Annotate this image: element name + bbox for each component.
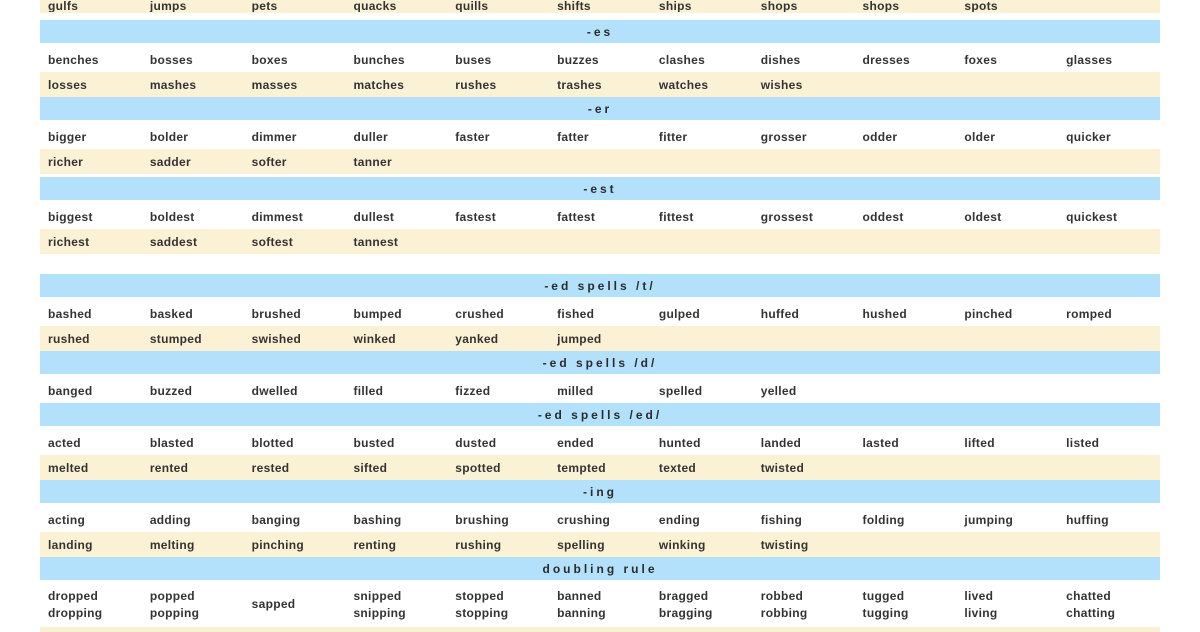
table-row-word-pairs [40, 584, 1160, 625]
word-cell: ended [557, 435, 594, 450]
word-cell: dishes [760, 52, 801, 67]
word-cell: brushing [455, 512, 509, 527]
word-cell: dusted [455, 435, 497, 450]
word-cell: pets [251, 0, 278, 12]
word-cell: faster [455, 129, 490, 144]
word-cell: quills [455, 0, 489, 12]
word-cell: softer [251, 154, 287, 169]
word-cell: benches [48, 52, 99, 67]
word-pair-cell [142, 584, 244, 625]
word-cell: boldest [149, 209, 195, 224]
table-row [40, 507, 1160, 532]
word-cell: yelled [760, 383, 797, 398]
word-pair-cell [549, 584, 651, 625]
word-pair-cell [40, 584, 142, 625]
word-cell: duller [353, 129, 388, 144]
word-cell: odder [862, 129, 898, 144]
table-row-top-partial [40, 0, 1160, 13]
word-cell: grosser [760, 129, 807, 144]
word-cell: rushes [455, 77, 497, 92]
word-cell: pinching [251, 537, 305, 552]
word-cell: clashes [658, 52, 706, 67]
word-cell: shops [862, 0, 900, 12]
word-cell: stumped [149, 331, 202, 346]
word-line: banned [557, 588, 602, 603]
word-pair-cell [651, 584, 753, 625]
word-cell: dullest [353, 209, 395, 224]
word-cell: fittest [658, 209, 694, 224]
word-cell: fished [557, 306, 595, 321]
section-header-er: -er [40, 97, 1160, 120]
word-cell: dimmest [251, 209, 304, 224]
table-row [40, 72, 1160, 97]
table-row [40, 229, 1160, 254]
word-cell: spotted [455, 460, 501, 475]
word-line: chatting [1066, 605, 1116, 620]
word-cell: foxes [964, 52, 998, 67]
word-cell: milled [557, 383, 594, 398]
word-cell: landing [48, 537, 93, 552]
word-cell: bigger [48, 129, 87, 144]
word-cell: oldest [964, 209, 1002, 224]
word-cell: bashing [353, 512, 402, 527]
word-line: popped [149, 588, 195, 603]
word-cell: losses [48, 77, 88, 92]
word-cell: masses [251, 77, 298, 92]
word-cell: saddest [149, 234, 198, 249]
word-line: stopped [455, 588, 505, 603]
word-cell: richer [48, 154, 84, 169]
word-cell: buses [455, 52, 492, 67]
word-cell: dimmer [251, 129, 297, 144]
section-header-ed-ed: -ed spells /ed/ [40, 403, 1160, 426]
word-cell: acted [48, 435, 81, 450]
word-cell: oddest [862, 209, 904, 224]
table-row [40, 455, 1160, 480]
word-cell: grossest [760, 209, 814, 224]
word-cell: bolder [149, 129, 189, 144]
word-cell: quicker [1066, 129, 1111, 144]
word-cell: banging [251, 512, 301, 527]
word-cell: crushed [455, 306, 505, 321]
section-header-ed-d: -ed spells /d/ [40, 351, 1160, 374]
word-line: sapped [251, 597, 296, 611]
word-cell: rented [149, 460, 189, 475]
word-line: tugged [862, 588, 905, 603]
word-cell: tannest [353, 234, 399, 249]
table-row [40, 47, 1160, 72]
word-cell: shops [760, 0, 798, 12]
table-row [40, 149, 1160, 174]
word-line: robbing [760, 605, 808, 620]
section-header-es: -es [40, 20, 1160, 43]
word-cell: fitter [658, 129, 688, 144]
word-line: dropping [48, 605, 103, 620]
word-pair-cell [244, 584, 346, 625]
word-line: snipping [353, 605, 406, 620]
word-cell: wishes [760, 77, 803, 92]
word-cell: hushed [862, 306, 907, 321]
word-line: lived [964, 588, 994, 603]
word-cell: romped [1066, 306, 1112, 321]
word-cell: busted [353, 435, 395, 450]
word-cell: landed [760, 435, 802, 450]
word-line: bragging [658, 605, 713, 620]
table-row [40, 326, 1160, 351]
word-cell: jumps [149, 0, 187, 12]
word-cell: crushing [557, 512, 611, 527]
word-cell: sadder [149, 154, 191, 169]
word-cell: buzzes [557, 52, 599, 67]
word-cell: dwelled [251, 383, 298, 398]
table-row [40, 532, 1160, 557]
word-cell: quickest [1066, 209, 1118, 224]
word-line: popping [149, 605, 200, 620]
word-cell: rushed [48, 331, 90, 346]
word-cell: folding [862, 512, 905, 527]
word-line: bragged [658, 588, 709, 603]
word-cell: bumped [353, 306, 402, 321]
word-cell: spots [964, 0, 998, 12]
word-cell: ending [658, 512, 701, 527]
word-cell: matches [353, 77, 405, 92]
row-spacer [40, 254, 1160, 274]
word-cell: gulfs [48, 0, 79, 12]
word-cell: huffed [760, 306, 800, 321]
word-line: banning [557, 605, 606, 620]
word-cell: hunted [658, 435, 701, 450]
word-cell: fizzed [455, 383, 491, 398]
table-row [40, 378, 1160, 403]
word-cell: boxes [251, 52, 288, 67]
word-cell: yanked [455, 331, 499, 346]
section-header-est: -est [40, 177, 1160, 200]
word-pair-cell [855, 584, 957, 625]
word-cell: rushing [455, 537, 502, 552]
word-cell: basked [149, 306, 193, 321]
word-line: snipped [353, 588, 402, 603]
word-cell: spelling [557, 537, 605, 552]
word-cell: sifted [353, 460, 388, 475]
word-cell: jumping [964, 512, 1014, 527]
word-cell: lasted [862, 435, 900, 450]
word-cell: huffing [1066, 512, 1109, 527]
word-cell: jumped [557, 331, 602, 346]
word-cell: tempted [557, 460, 606, 475]
word-cell: fattest [557, 209, 596, 224]
table-row [40, 124, 1160, 149]
word-cell: quacks [353, 0, 397, 12]
word-cell: glasses [1066, 52, 1113, 67]
word-pair-cell [1058, 584, 1160, 625]
word-cell: melted [48, 460, 89, 475]
word-cell: bashed [48, 306, 92, 321]
section-header-ing: -ing [40, 480, 1160, 503]
word-cell: bunches [353, 52, 405, 67]
word-cell: mashes [149, 77, 197, 92]
table-row [40, 430, 1160, 455]
word-cell: fishing [760, 512, 803, 527]
word-cell: spelled [658, 383, 703, 398]
word-cell: melting [149, 537, 195, 552]
word-cell: texted [658, 460, 697, 475]
word-cell: bosses [149, 52, 193, 67]
word-cell: pinched [964, 306, 1013, 321]
word-pair-cell [447, 584, 549, 625]
word-list-table [40, 0, 1160, 632]
word-cell: fastest [455, 209, 497, 224]
word-cell: older [964, 129, 996, 144]
word-cell: winking [658, 537, 706, 552]
word-cell: adding [149, 512, 191, 527]
word-cell: softest [251, 234, 294, 249]
word-pair-cell [345, 584, 447, 625]
word-cell: rested [251, 460, 290, 475]
word-line: dropped [48, 588, 99, 603]
word-line: living [964, 605, 998, 620]
word-cell: blotted [251, 435, 294, 450]
section-header-doubling: doubling rule [40, 557, 1160, 580]
word-cell: twisted [760, 460, 805, 475]
word-cell: buzzed [149, 383, 193, 398]
word-cell: richest [48, 234, 90, 249]
table-row [40, 301, 1160, 326]
word-line: tugging [862, 605, 909, 620]
word-line: stopping [455, 605, 509, 620]
word-cell: renting [353, 537, 397, 552]
word-pair-cell [753, 584, 855, 625]
word-cell: gulped [658, 306, 701, 321]
word-cell: dresses [862, 52, 911, 67]
word-cell: winked [353, 331, 396, 346]
word-cell: filled [353, 383, 384, 398]
word-cell: shifts [557, 0, 591, 12]
word-cell: watches [658, 77, 709, 92]
word-pair-cell [956, 584, 1058, 625]
word-cell: fatter [557, 129, 589, 144]
word-line: chatted [1066, 588, 1111, 603]
word-cell: twisting [760, 537, 809, 552]
table-row [40, 204, 1160, 229]
word-cell: acting [48, 512, 86, 527]
word-cell: tanner [353, 154, 392, 169]
row-spacer [40, 13, 1160, 20]
word-cell: swished [251, 331, 302, 346]
word-line: robbed [760, 588, 804, 603]
word-cell: listed [1066, 435, 1100, 450]
word-cell: lifted [964, 435, 995, 450]
word-cell: trashes [557, 77, 602, 92]
word-cell: brushed [251, 306, 302, 321]
section-header-ed-t: -ed spells /t/ [40, 274, 1160, 297]
word-cell: banged [48, 383, 93, 398]
word-cell: blasted [149, 435, 194, 450]
word-cell: biggest [48, 209, 93, 224]
word-cell: ships [658, 0, 692, 12]
